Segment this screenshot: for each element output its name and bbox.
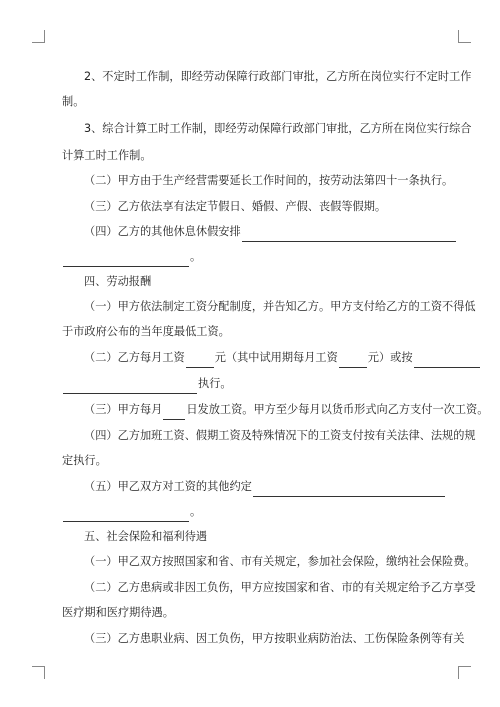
- page-corner-mark-top-right: [458, 30, 471, 43]
- item-3-text: 3、综合计算工时工作制，即经劳动保障行政部门审批，乙方所在岗位实行综合: [84, 122, 472, 135]
- section-5-clause-2-text-cont: 医疗期和医疗期待遇。: [62, 606, 174, 619]
- section-5-clause-1-text: （一）甲乙双方按照国家和省、市有关规定，参加社会保险，缴纳社会保险费。: [84, 555, 476, 568]
- section-4-clause-5-text: （五）甲乙双方对工资的其他约定: [84, 480, 252, 493]
- section-4-clause-1-line-2: [0, 322, 500, 342]
- page-corner-mark-bottom-right: [458, 666, 471, 679]
- section-4-clause-4-text-cont: 定执行。: [62, 454, 107, 467]
- salary-or-label: 元）或按: [367, 351, 413, 364]
- salary-basis-end: 执行。: [198, 377, 232, 390]
- section-4-clause-4-line-2: [0, 451, 500, 471]
- salary-basis-blank: [414, 352, 480, 368]
- payday-text: 日发放工资。甲方至少每月以货币形式向乙方支付一次工资。: [186, 403, 489, 416]
- item-2-line-2: [0, 92, 500, 112]
- item-2-line-1: [0, 67, 472, 87]
- probation-salary-blank: [339, 352, 367, 368]
- section-4-clause-5-end: 。: [190, 505, 202, 518]
- clause-4-end: 。: [190, 250, 202, 263]
- section-4-heading: [0, 272, 500, 292]
- section-4-heading-text: 四、劳动报酬: [84, 275, 152, 288]
- clause-4-line-2: [0, 247, 500, 267]
- item-3-text-cont: 计算工时工作制。: [62, 149, 152, 162]
- clause-4-text: （四）乙方的其他休息休假安排: [84, 225, 241, 238]
- clause-4-blank: [242, 226, 456, 242]
- section-4-clause-5-line-2: [0, 502, 500, 522]
- clause-4-line-1: [0, 222, 500, 242]
- section-5-clause-2-line-2: [0, 603, 500, 623]
- clause-2: [0, 171, 500, 191]
- section-4-clause-4-line-1: [0, 426, 500, 446]
- clause-2-text: （二）甲方由于生产经营需要延长工作时间的，按劳动法第四十一条执行。: [84, 174, 454, 187]
- section-5-clause-2-line-1: [0, 578, 500, 598]
- other-wage-terms-blank-cont: [63, 506, 189, 522]
- payday-label: （三）甲方每月: [84, 403, 163, 416]
- clause-3: [0, 197, 500, 217]
- section-5-clause-3-line-1: [0, 629, 500, 649]
- clause-3-text: （三）乙方依法享有法定节假日、婚假、产假、丧假等假期。: [84, 200, 387, 213]
- probation-salary-label: 元（其中试用期每月工资: [214, 351, 338, 364]
- section-4-clause-5-line-1: [0, 477, 500, 497]
- section-4-clause-1-text: （一）甲方依法制定工资分配制度，并告知乙方。甲方支付给乙方的工资不得低: [84, 300, 476, 313]
- section-4-clause-2-line-1: [0, 348, 500, 368]
- section-5-clause-2-text: （二）乙方患病或非因工负伤，甲方应按国家和省、市的有关规定给予乙方享受: [84, 581, 476, 594]
- page-corner-mark-top-left: [32, 30, 45, 43]
- section-4-clause-2-line-2: [0, 374, 500, 394]
- payday-blank: [163, 404, 185, 420]
- page-corner-mark-bottom-left: [32, 666, 45, 679]
- section-4-clause-1-text-cont: 于市政府公布的当年度最低工资。: [62, 325, 230, 338]
- clause-4-blank-cont: [63, 251, 189, 267]
- section-4-clause-3: [0, 400, 500, 420]
- item-3-line-1: [0, 119, 500, 139]
- other-wage-terms-blank: [253, 481, 445, 497]
- item-2-text-cont: 制。: [62, 95, 85, 108]
- monthly-salary-blank: [186, 352, 214, 368]
- section-4-clause-4-text: （四）乙方加班工资、假期工资及特殊情况下的工资支付按有关法律、法规的规: [84, 429, 476, 442]
- item-3-line-2: [0, 146, 500, 166]
- section-5-heading: [0, 527, 500, 547]
- salary-label: （二）乙方每月工资: [84, 351, 185, 364]
- salary-basis-blank-cont: [63, 378, 197, 394]
- section-5-heading-text: 五、社会保险和福利待遇: [84, 530, 208, 543]
- section-5-clause-3-text: （三）乙方患职业病、因工负伤，甲方按职业病防治法、工伤保险条例等有关: [84, 632, 465, 645]
- section-4-clause-1-line-1: [0, 297, 500, 317]
- item-2-text: 2、不定时工作制，即经劳动保障行政部门审批，乙方所在岗位实行不定时工作: [84, 70, 472, 83]
- section-5-clause-1: [0, 552, 500, 572]
